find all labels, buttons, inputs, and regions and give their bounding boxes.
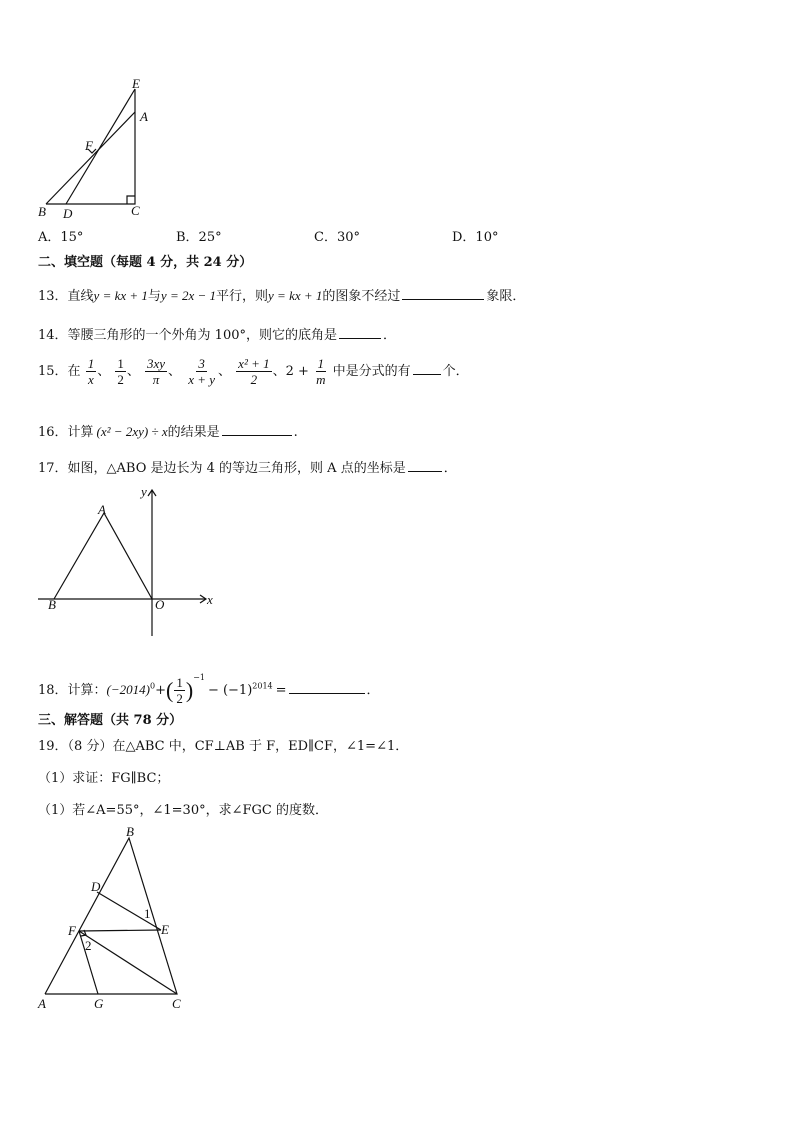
q19-line-1: 19．（8 分）在△ABC 中，CF⊥AB 于 F，ED∥CF，∠1=∠1． — [38, 739, 409, 754]
q19-line-3: （1）若∠A=55°，∠1=30°，求∠FGC 的度数． — [38, 803, 328, 818]
fig19-label-g: G — [94, 996, 104, 1011]
fig17-label-y: y — [141, 484, 147, 499]
q12-option-b: B．25° — [176, 230, 222, 245]
fig19-label-c: C — [172, 996, 181, 1011]
fig19-label-b: B — [126, 824, 134, 839]
q13-tail: 的图象不经过 — [322, 289, 401, 304]
q13-eq1: y = kx + 1 — [93, 288, 148, 303]
q18-base: (−2014) — [106, 682, 150, 697]
fig12-label-a: A — [140, 109, 148, 124]
q19-line-2: （1）求证：FG∥BC； — [38, 771, 170, 786]
fig17-label-x: x — [207, 592, 213, 607]
q13-answer-blank[interactable] — [402, 287, 484, 300]
question-14 — [38, 326, 396, 344]
q13-mid2: 平行，则 — [216, 289, 269, 304]
q17-answer-blank[interactable] — [408, 459, 442, 472]
q18-exp-neg1: −1 — [193, 673, 205, 682]
q15-frac-2: $\frac{1}{2}$ — [117, 356, 124, 387]
q17-figure — [30, 484, 220, 644]
q15-end: 个． — [442, 364, 469, 379]
q13-eq3: y = kx + 1 — [268, 288, 323, 303]
q15-frac-5: $\frac{\text{x² + 1}}{2}$ — [238, 356, 270, 387]
q12-option-a: A．15° — [38, 230, 84, 245]
fig19-label-d: D — [91, 879, 101, 894]
q15-num: 15．在 — [38, 364, 81, 379]
q15-sep: 、 — [97, 364, 111, 379]
fig12-label-f: F — [85, 138, 93, 153]
q15-frac-3: $\frac{3xy}{\pi}$ — [147, 356, 166, 387]
q16-num: 16．计算 — [38, 425, 94, 440]
q12-option-c: C．30° — [314, 230, 360, 245]
q15-sep: 、 — [168, 364, 182, 379]
q18-exp-0: 0 — [149, 681, 156, 691]
section-2-heading: 二、填空题（每题 4 分，共 24 分） — [38, 255, 253, 270]
q15-frac-1: $\frac{1}{x}$ — [87, 356, 95, 387]
question-17 — [38, 459, 457, 477]
fig19-label-2: 2 — [85, 938, 92, 953]
q18-answer-blank[interactable] — [289, 681, 365, 694]
q16-answer-blank[interactable] — [222, 423, 292, 436]
q13-num: 13．直线 — [38, 289, 94, 304]
q15-tail: 中是分式的有 — [332, 364, 411, 379]
q18-minus: − (−1) — [207, 683, 253, 698]
fig12-label-c: C — [131, 203, 140, 218]
q17-end: ． — [443, 461, 457, 476]
q16-tail: 的结果是 — [167, 425, 220, 440]
q18-exp-2014: 2014 — [252, 681, 273, 691]
q13-mid: 与 — [147, 289, 161, 304]
fig12-label-b: B — [38, 204, 46, 219]
q15-sep: 、 — [218, 364, 232, 379]
q13-eq2: y = 2x − 1 — [160, 288, 217, 303]
q18-rparen: ) — [185, 677, 194, 703]
fig12-label-e: E — [132, 76, 140, 91]
q14-text: 14．等腰三角形的一个外角为 100°，则它的底角是 — [38, 328, 337, 343]
q18-lparen: ( — [165, 677, 174, 703]
fig17-label-o: O — [155, 597, 165, 612]
question-18: 18．计算：$(-2014)^0+$( $\frac{1}{2}$ )$^{-1}- (-1)^{2014}$ = ． — [38, 673, 380, 706]
q18-eq: = — [275, 683, 287, 698]
q18-num: 18．计算： — [38, 683, 107, 698]
section-3-heading: 三、解答题（共 78 分） — [38, 713, 183, 728]
q12-option-d: D．10° — [452, 230, 499, 245]
q15-frac-4: $\frac{3}{x + y}$ — [188, 356, 216, 387]
q14-end: ． — [383, 328, 397, 343]
q12-figure — [30, 72, 160, 222]
q15-term-2: 2 + — [285, 364, 309, 379]
q15-frac-6: $\frac{1}{m}$ — [316, 356, 326, 387]
q16-expr: (x² − 2xy) ÷ x — [96, 424, 168, 439]
q18-plus: + — [155, 683, 166, 698]
fig19-label-1: 1 — [144, 906, 151, 921]
question-15 — [38, 356, 469, 390]
fig17-label-a: A — [98, 502, 106, 517]
q19-figure — [30, 826, 200, 1011]
q18-frac: $\frac{1}{2}$ — [176, 675, 183, 706]
question-13 — [38, 287, 525, 305]
fig17-label-b: B — [48, 597, 56, 612]
q15-sep: 、 — [272, 364, 286, 379]
fig12-label-d: D — [63, 206, 73, 221]
q15-answer-blank[interactable] — [413, 362, 441, 375]
q15-sep: 、 — [126, 364, 140, 379]
q16-end: . — [293, 425, 298, 440]
question-16 — [38, 423, 298, 441]
q14-answer-blank[interactable] — [339, 326, 381, 339]
q17-text: 17．如图，△ABO 是边长为 4 的等边三角形，则 A 点的坐标是 — [38, 461, 406, 476]
q13-end: 象限． — [486, 289, 526, 304]
fig19-label-e: E — [161, 922, 169, 937]
fig19-label-a: A — [38, 996, 46, 1011]
fig19-label-f: F — [68, 923, 76, 938]
